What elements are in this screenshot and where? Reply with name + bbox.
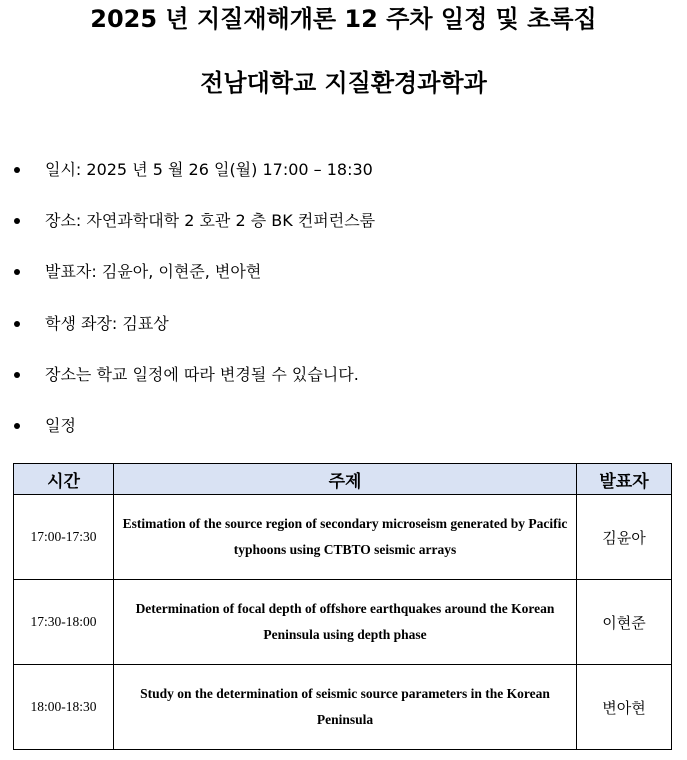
bullet-icon	[14, 218, 20, 224]
info-item-text: 장소: 자연과학대학 2 호관 2 층 BK 컨퍼런스룸	[45, 211, 376, 230]
info-item-text: 일정	[45, 416, 76, 435]
schedule-table	[13, 463, 672, 750]
table-row	[14, 580, 672, 665]
department-subtitle: 전남대학교 지질환경과학과	[200, 69, 487, 97]
bullet-icon	[14, 321, 20, 327]
header-time: 시간	[14, 464, 114, 495]
topic-cell: Determination of focal depth of offshore earthquakes around the Korean Peninsula using depth phase	[114, 580, 577, 665]
info-item-text: 일시: 2025 년 5 월 26 일(월) 17:00 – 18:30	[45, 160, 373, 179]
bullet-icon	[14, 167, 20, 173]
table-row	[14, 665, 672, 750]
info-item-text: 학생 좌장: 김표상	[45, 314, 169, 333]
topic-cell: Estimation of the source region of secondary microseism generated by Pacific typhoons using CTBTO seismic arrays	[114, 495, 577, 580]
presenter-cell: 김윤아	[577, 495, 672, 580]
time-cell: 17:00-17:30	[14, 495, 114, 580]
bullet-icon	[14, 423, 20, 429]
time-cell: 17:30-18:00	[14, 580, 114, 665]
header-topic: 주제	[114, 464, 577, 495]
time-cell: 18:00-18:30	[14, 665, 114, 750]
bullet-icon	[14, 269, 20, 275]
table-header-row	[14, 464, 672, 495]
bullet-icon	[14, 372, 20, 378]
info-item-text: 발표자: 김윤아, 이현준, 변아현	[45, 262, 262, 281]
document-title: 2025 년 지질재해개론 12 주차 일정 및 초록집	[90, 5, 597, 33]
header-presenter: 발표자	[577, 464, 672, 495]
presenter-cell: 이현준	[577, 580, 672, 665]
info-item-text: 장소는 학교 일정에 따라 변경될 수 있습니다.	[45, 365, 359, 384]
table-row	[14, 495, 672, 580]
presenter-cell: 변아현	[577, 665, 672, 750]
topic-cell: Study on the determination of seismic source parameters in the Korean Peninsula	[114, 665, 577, 750]
